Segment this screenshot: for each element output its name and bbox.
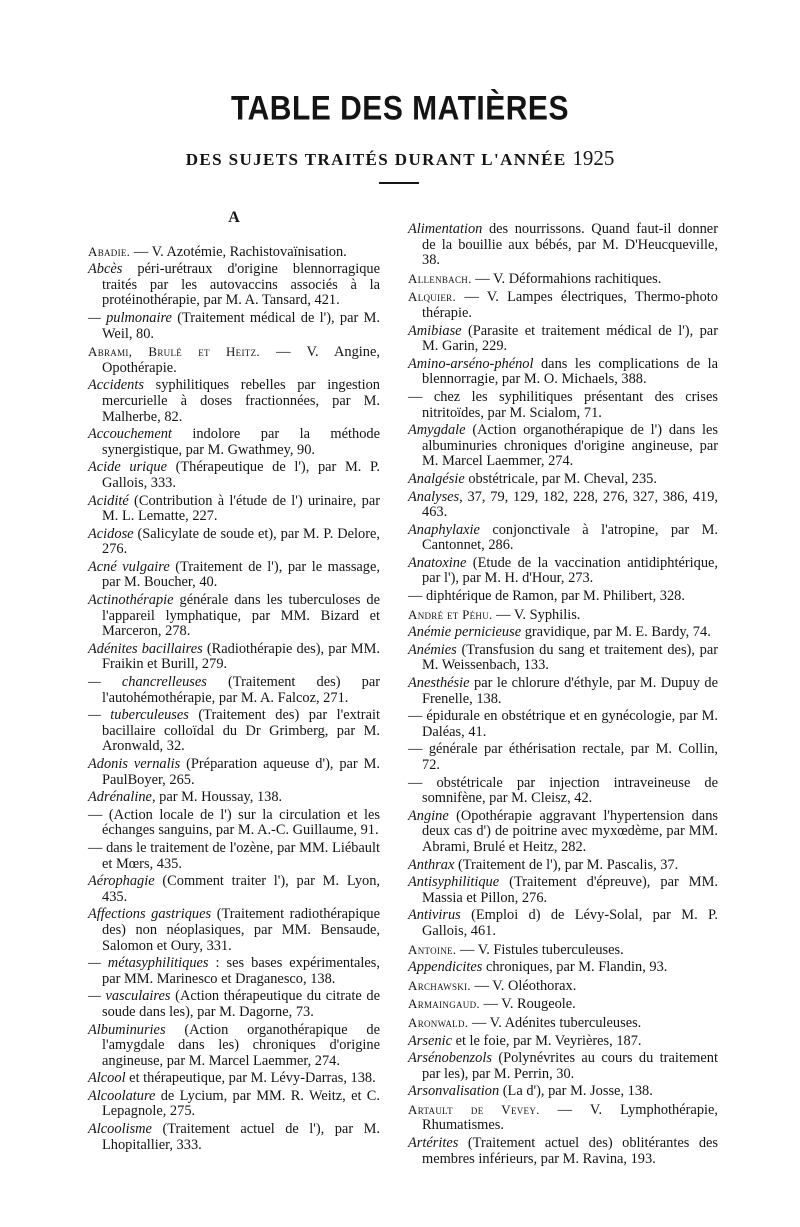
index-entry	[408, 423, 718, 470]
entry-text: — V. Rougeole.	[479, 996, 576, 1013]
entry-author: Aronwald.	[408, 1014, 469, 1030]
index-entry	[408, 589, 718, 605]
entry-text: (Comment traiter l'), par M. Lyon, 435.	[102, 873, 380, 905]
entry-headword: Accouchement	[88, 426, 172, 443]
index-entry	[408, 908, 718, 939]
entry-text: (Opothérapie aggravant l'hypertension dans deux cas d') de poitrine avec myxœdème, par MM. Abrami, Brulé et Heitz, 282.	[422, 807, 718, 855]
entry-author: Alquier.	[408, 289, 457, 305]
entry-text: (Traitement des) par l'extrait bacillaire colloïdal du Dr Grimberg, par M. Aronwald, 32.	[102, 707, 380, 755]
entry-headword: Anémies	[408, 641, 457, 658]
entry-text: générale dans les tuberculoses de l'appareil lymphatique, par MM. Bizard et Marceron, 278.	[102, 592, 380, 640]
entry-text: — épidurale en obstétrique et en gynécologie, par M. Daléas, 41.	[408, 708, 718, 740]
index-entry	[88, 675, 380, 706]
index-entry	[88, 427, 380, 458]
entry-headword: Amygdale	[408, 422, 466, 439]
section-letter: A	[228, 209, 240, 226]
entry-headword: Affections gastriques	[88, 906, 212, 923]
index-entry	[408, 1051, 718, 1082]
entry-headword: Adrénaline	[88, 789, 152, 806]
entry-text: (Salicylate de soude et), par M. P. Delore, 276.	[102, 525, 380, 558]
index-entry	[408, 222, 718, 269]
entry-text: (Contribution à l'étude de l') urinaire, par M. L. Lematte, 227.	[102, 492, 380, 525]
right-column	[408, 222, 718, 1169]
entry-headword: Acidose	[88, 525, 134, 542]
entry-text: , 37, 79, 129, 182, 228, 276, 327, 386, 419, 463.	[422, 488, 718, 521]
entry-headword: Acné vulgaire	[88, 558, 170, 575]
index-entry	[88, 1122, 380, 1153]
entry-author: Antoine.	[408, 941, 457, 957]
entry-headword: Abcès	[88, 261, 123, 278]
entry-author: Abrami, Brulé et Heitz.	[88, 344, 260, 360]
left-column	[88, 210, 380, 1155]
entry-text: (Action organothérapique de l') dans les albuminuries chroniques d'origine angineuse, par M. Marcel Laemmer, 274.	[422, 422, 718, 470]
entry-text: (Traitement de l'), par M. Pascalis, 37.	[454, 856, 679, 873]
index-entry	[408, 271, 718, 288]
entry-text: : ses bases expérimentales, par MM. Marinesco et Draganesco, 138.	[102, 955, 380, 987]
index-entry	[408, 960, 718, 976]
index-entry	[408, 942, 718, 959]
index-entry	[408, 996, 718, 1013]
entry-text: (Etude de la vaccination antidiphtérique, par l'), par M. H. d'Hour, 273.	[422, 554, 718, 587]
entry-text: — V. Syphilis.	[492, 606, 581, 623]
index-entry	[408, 676, 718, 707]
entry-text: — V. Angine, Opothérapie.	[102, 344, 380, 376]
index-entry	[88, 907, 380, 954]
entry-text: (Traitement actuel des) oblitérantes des membres inférieurs, par M. Ravina, 193.	[422, 1135, 718, 1167]
title-rule	[379, 182, 419, 184]
index-entry	[408, 289, 718, 321]
entry-text: indolore par la méthode synergistique, par M. Gwathmey, 90.	[102, 426, 380, 458]
entry-headword: Analgésie	[408, 470, 465, 487]
entry-headword: Alcoolisme	[88, 1121, 152, 1138]
index-entry	[88, 1071, 380, 1087]
entry-text: gravidique, par M. E. Bardy, 74.	[521, 624, 711, 641]
entry-headword: Alcoolature	[88, 1087, 156, 1104]
entry-text: — V. Oléothorax.	[470, 977, 577, 994]
entry-text: (Polynévrites au cours du traitement par les), par M. Perrin, 30.	[422, 1050, 718, 1082]
index-entry	[88, 808, 380, 839]
entry-text: conjonctivale à l'atropine, par M. Cantonnet, 286.	[422, 521, 718, 554]
entry-text: dans les complications de la blennorragie, par M. O. Michaels, 388.	[422, 355, 718, 388]
entry-text: de Lycium, par MM. R. Weitz, et C. Lepagnole, 275.	[102, 1087, 380, 1120]
entry-headword: Arsénobenzols	[408, 1050, 492, 1067]
index-entry	[88, 841, 380, 872]
index-entry	[88, 527, 380, 558]
index-entry	[88, 311, 380, 342]
entry-text: (La d'), par M. Josse, 138.	[499, 1083, 653, 1100]
index-entry	[88, 378, 380, 425]
index-entry	[88, 874, 380, 905]
index-entry	[408, 523, 718, 554]
entry-headword: Aérophagie	[88, 873, 155, 890]
entry-text: (Radiothérapie des), par MM. Fraikin et Burill, 279.	[102, 640, 380, 673]
entry-headword: Angine	[408, 807, 449, 824]
entry-text: (Traitement actuel de l'), par M. Lhopitallier, 333.	[102, 1121, 380, 1153]
entry-headword: Anesthésie	[408, 675, 470, 692]
entry-text: (Préparation aqueuse d'), par M. PaulBoyer, 265.	[102, 756, 380, 788]
entry-headword: Acide urique	[88, 459, 167, 476]
index-entry	[408, 1015, 718, 1032]
entry-text: — V. Déformahions rachitiques.	[471, 270, 662, 287]
index-entry	[408, 643, 718, 674]
index-entry	[408, 607, 718, 624]
entry-text: (Traitement médical de l'), par M. Weil, 80.	[102, 309, 380, 342]
entry-headword: Anthrax	[408, 856, 455, 873]
entry-text: — diphtérique de Ramon, par M. Philibert, 328.	[408, 588, 685, 605]
entry-text: — V. Fistules tuberculeuses.	[456, 941, 624, 958]
entry-text: (Action organothérapique de l'amygdale dans les) chroniques d'origine angineuse, par M. Marcel Laemmer, 274.	[102, 1021, 380, 1069]
entry-headword: Antivirus	[408, 907, 461, 924]
index-entry	[408, 1084, 718, 1100]
index-entry	[408, 625, 718, 641]
entry-author: André et Péhu.	[408, 606, 493, 622]
index-entry	[408, 978, 718, 995]
index-entry	[408, 490, 718, 521]
entry-text: syphilitiques rebelles par ingestion mercurielle à doses fractionnées, par M. Malherbe, 82.	[102, 377, 380, 425]
entry-text: et thérapeutique, par M. Lévy-Darras, 138.	[125, 1070, 376, 1087]
entry-headword: — tuberculeuses	[88, 707, 189, 724]
entry-headword: Alcool	[88, 1070, 126, 1087]
entry-headword: Actinothérapie	[88, 592, 174, 609]
entry-text: par le chlorure d'éthyle, par M. Dupuy de Frenelle, 138.	[422, 675, 718, 707]
index-entry	[88, 956, 380, 987]
entry-text: obstétricale, par M. Cheval, 235.	[464, 470, 657, 487]
entry-headword: Appendicites	[408, 959, 483, 976]
entry-text: et le foie, par M. Veyrières, 187.	[451, 1032, 642, 1049]
index-entry	[88, 593, 380, 640]
entry-headword: Adénites bacillaires	[88, 640, 203, 657]
entry-author: Abadie.	[88, 243, 131, 259]
entry-headword: Alimentation	[408, 221, 483, 237]
index-entry	[408, 858, 718, 874]
entry-text: péri-urétraux d'origine blennorragique traités par les autovaccins associés à la protéinothérapie, par M. A. Tansard, 421.	[102, 261, 380, 309]
entry-headword: Accidents	[88, 377, 144, 394]
entry-headword: Amino-arséno-phénol	[408, 355, 534, 372]
entry-text: , par M. Houssay, 138.	[151, 789, 283, 806]
entry-headword: Anatoxine	[408, 554, 467, 571]
entry-headword: Adonis vernalis	[88, 756, 181, 772]
entry-author: Archawski.	[408, 977, 471, 993]
entry-text: (Traitement des) par l'autohémothérapie, par M. A. Falcoz, 271.	[102, 674, 380, 706]
entry-text: (Thérapeutique de l'), par M. P. Gallois, 333.	[102, 459, 380, 491]
index-entry	[408, 875, 718, 906]
index-entry	[88, 344, 380, 376]
entry-author: Armaingaud.	[408, 996, 480, 1012]
index-entry	[408, 709, 718, 740]
entry-headword: — métasyphilitiques	[88, 955, 209, 972]
entry-author: Allenbach.	[408, 270, 472, 286]
entry-headword: Antisyphilitique	[408, 874, 500, 891]
entry-text: — chez les syphilitiques présentant des crises nitritoïdes, par M. Scialom, 71.	[408, 388, 718, 421]
index-entry	[88, 1023, 380, 1070]
index-entry	[88, 642, 380, 673]
entry-headword: Artérites	[408, 1135, 459, 1152]
entry-headword: — chancrelleuses	[88, 674, 207, 691]
entry-headword: Arsenic	[408, 1032, 452, 1049]
index-entry	[88, 262, 380, 309]
index-entry	[408, 742, 718, 773]
page-title: TABLE DES MATIÈRES	[231, 89, 569, 128]
index-entry	[408, 390, 718, 421]
index-entry	[88, 708, 380, 755]
entry-text: — (Action locale de l') sur la circulation et les échanges sanguins, par M. A.-C. Guillaume, 91.	[88, 806, 380, 839]
entry-text: (Traitement d'épreuve), par MM. Massia et Pillon, 276.	[422, 874, 718, 906]
index-entry	[408, 556, 718, 587]
entry-headword: Anémie pernicieuse	[408, 624, 522, 641]
entry-text: (Parasite et traitement médical de l'), par M. Garin, 229.	[422, 322, 718, 355]
entry-text: (Action thérapeutique du citrate de soude dans les), par M. Dagorne, 73.	[102, 988, 381, 1020]
index-entry	[408, 1102, 718, 1134]
entry-headword: Amibiase	[408, 322, 462, 339]
entry-text: (Traitement de l'), par le massage, par M. Boucher, 40.	[102, 558, 380, 591]
index-entry	[408, 472, 718, 488]
entry-text: — dans le traitement de l'ozène, par MM. Liébault et Mœrs, 435.	[88, 839, 380, 872]
index-entry	[408, 1136, 718, 1167]
index-entry	[88, 560, 380, 591]
index-entry	[408, 324, 718, 355]
entry-headword: — pulmonaire	[88, 309, 172, 326]
index-entry	[88, 1089, 380, 1120]
entry-headword: Analyses	[408, 488, 460, 505]
entry-text: (Traitement radiothérapique des) non néoplasiques, par MM. Bensaude, Salomon et Oury, 331.	[102, 906, 380, 954]
entry-text: chroniques, par M. Flandin, 93.	[482, 959, 668, 976]
index-entry	[408, 357, 718, 388]
entry-text: (Emploi d) de Lévy-Solal, par M. P. Gallois, 461.	[422, 907, 718, 939]
index-entry	[88, 244, 380, 261]
subtitle-year: 1925	[572, 146, 615, 170]
entry-text: des nourrissons. Quand faut-il donner de la bouillie aux bébés, par M. D'Heucqueville, 38.	[422, 221, 718, 269]
index-entry	[88, 757, 380, 788]
index-entry	[408, 809, 718, 856]
entry-author: Artault de Vevey.	[408, 1101, 540, 1117]
entry-text: — V. Lampes électriques, Thermo-photo thérapie.	[422, 289, 718, 321]
entry-headword: Anaphylaxie	[408, 521, 480, 538]
entry-text: — V. Lymphothérapie, Rhumatismes.	[422, 1101, 718, 1134]
entry-headword: Acidité	[88, 492, 129, 509]
entry-text: — obstétricale par injection intraveineuse de somnifène, par M. Cleisz, 42.	[408, 774, 718, 807]
index-entry	[88, 790, 380, 806]
index-entry	[88, 989, 380, 1020]
index-entry	[88, 460, 380, 491]
entry-headword: Arsonvalisation	[408, 1083, 500, 1100]
entry-headword: — vasculaires	[88, 988, 171, 1005]
entry-text: (Transfusion du sang et traitement des), par M. Weissenbach, 133.	[422, 641, 718, 674]
entry-text: — générale par éthérisation rectale, par M. Collin, 72.	[408, 741, 718, 773]
entry-text: — V. Adénites tuberculeuses.	[468, 1014, 642, 1031]
subtitle-text: DES SUJETS TRAITÉS DURANT L'ANNÉE	[185, 150, 567, 169]
index-entry	[408, 1034, 718, 1050]
entry-headword: Albuminuries	[88, 1021, 166, 1038]
entry-text: — V. Azotémie, Rachistovaïnisation.	[130, 243, 347, 260]
index-entry	[408, 776, 718, 807]
page-subtitle	[0, 146, 800, 171]
index-entry	[88, 494, 380, 525]
